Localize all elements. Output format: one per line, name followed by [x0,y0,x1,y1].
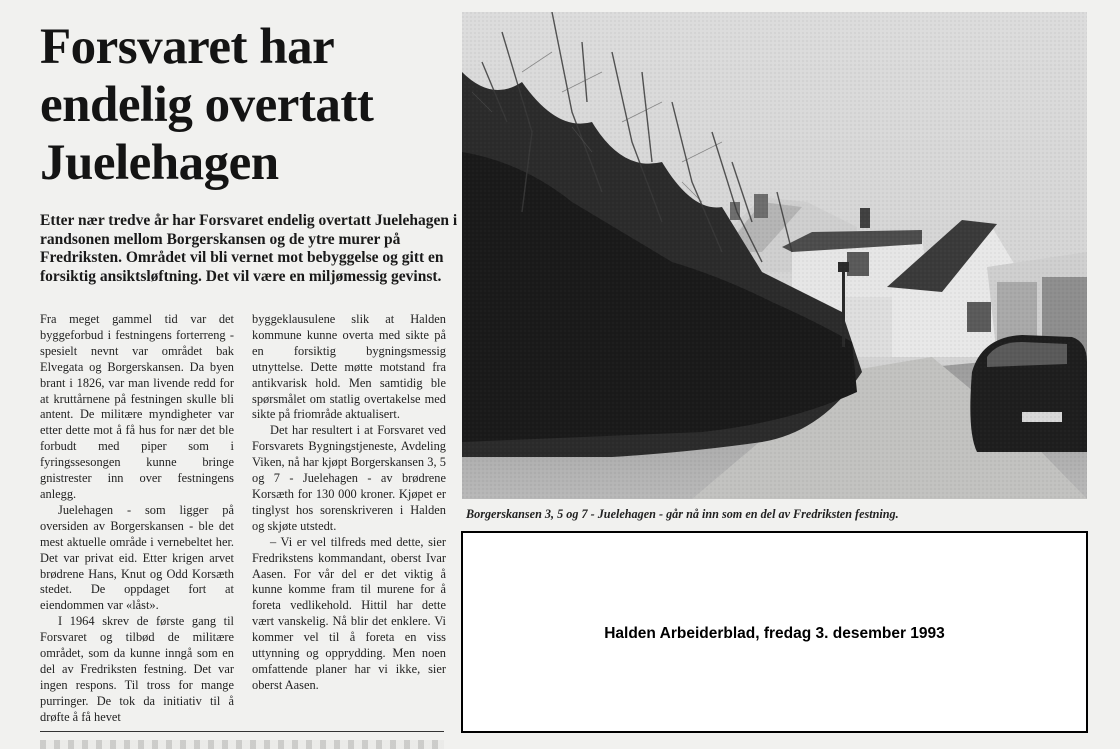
headline-line-2: endelig overtatt [40,77,374,133]
photo-caption: Borgerskansen 3, 5 og 7 - Juelehagen - går nå inn som en del av Fredriksten festning. [466,507,899,521]
article-column-2 [252,312,446,694]
article-lead: Etter nær tredve år har Forsvaret endelig overtatt Juelehagen i randsonen mellom Borgerskansen og de ytre murer på Fredriksten. Området vil bli vernet mot bebyggelse og gitt en forsiktig ansiktsløftning. Det vil være en miljømessig gevinst. [40,212,458,285]
article-headline [40,18,450,192]
cut-off-next-article [40,740,444,749]
column-2-paragraph: – Vi er vel tilfreds med dette, sier Fredrikstens kommandant, oberst Ivar Aasen. For vår del er det viktig å kunne komme fram til murene for å foreta vedlikehold. Hittil har dette vært vanskelig. Nå blir det enklere. Vi kommer vel til å foreta en viss uttynning og opprydding. Men noen omfattende planer har vi ikke, sier oberst Aasen. [252,534,446,692]
column-2-paragraph: Det har resultert i at Forsvaret ved Forsvarets Bygningstjeneste, Avdeling Viken, nå har kjøpt Borgerskansen 3, 5 og 7 - Juelehagen - av brødrene Korsæth for 130 000 kroner. Kjøpet er tinglyst hos sorenskriveren i Halden og skjøte utstedt. [252,423,446,533]
column-bottom-rule [40,731,444,732]
headline-line-3: Juelehagen [40,135,279,191]
column-1-paragraph: Fra meget gammel tid var det byggeforbud i festningens forterreng - spesielt nevnt var området bak Elvegata og Borgerskansen. Da byen brant i 1826, var man livende redd for at kruttårnene på festningen skulle bli antent. De militære myndigheter var etter dette mot å få hus for nær det ble forbudt med piper som i fyringssesongen kunne bringe gnistrester inn over festningens anlegg. [40,312,234,501]
column-1-paragraph: I 1964 skrev de første gang til Forsvaret og tilbød de militære området, som da kunne inngå som en del av Fredriksten festning. Det var ingen respons. Til tross for mange purringer. De tok da initiativ til å drøfte å få hevet [40,614,234,724]
source-label: Halden Arbeiderblad, fredag 3. desember 1993 [604,625,945,642]
photo-illustration [462,12,1087,499]
source-box [461,531,1088,733]
article-column-1 [40,312,234,726]
headline-line-1: Forsvaret har [40,19,335,75]
article-photo [462,12,1087,499]
column-1-paragraph: Juelehagen - som ligger på oversiden av Borgerskansen - ble det mest aktuelle område i vernebeltet her. Det var privat eid. Etter krigen arvet brødrene Hans, Knut og Odd Korsæth stedet. De oppdaget fort at eiendommen var «låst». [40,502,234,613]
column-2-paragraph: byggeklausulene slik at Halden kommune kunne overta med sikte på en forsiktig bygningsmessig utnyttelse. Dette møtte motstand fra antikvarisk hold. Men samtidig ble spørsmålet om statlig overtakelse med sikte på friområde aktualisert. [252,312,446,422]
